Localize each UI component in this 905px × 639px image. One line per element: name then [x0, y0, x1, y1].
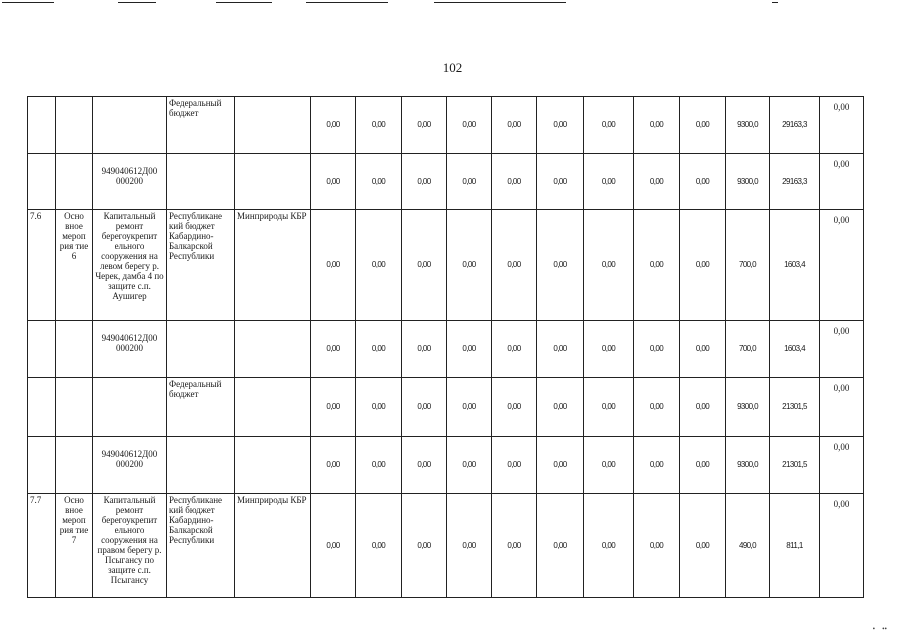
value-cell: 0,00: [492, 494, 537, 598]
value-cell: 0,00: [447, 154, 492, 210]
value-cell: 0,00: [634, 437, 680, 494]
value-cell-last: 0,00: [820, 321, 864, 378]
value-cell: 0,00: [634, 210, 680, 321]
value-cell: 0,00: [680, 154, 726, 210]
row-index: [28, 97, 56, 154]
value-cell: 0,00: [634, 378, 680, 437]
table-body: [28, 97, 864, 598]
activity-type: Осно вное мероп рия тие 6: [56, 210, 93, 321]
row-index: [28, 321, 56, 378]
scan-artifact: • ••: [872, 625, 887, 633]
value-cell: 0,00: [311, 437, 356, 494]
table-row: [28, 494, 864, 598]
row-index: [28, 378, 56, 437]
value-cell: 0,00: [402, 494, 447, 598]
value-cell: 1603,4: [770, 321, 820, 378]
activity-name: [93, 97, 167, 154]
value-cell: 490,0: [726, 494, 770, 598]
activity-type: [56, 378, 93, 437]
value-cell: 0,00: [447, 494, 492, 598]
value-cell-last: 0,00: [820, 494, 864, 598]
activity-type: [56, 97, 93, 154]
value-cell: 9300,0: [726, 437, 770, 494]
value-cell: 0,00: [537, 97, 584, 154]
value-cell: 811,1: [770, 494, 820, 598]
value-cell: 0,00: [584, 154, 634, 210]
value-cell: 0,00: [311, 154, 356, 210]
value-cell: 0,00: [447, 97, 492, 154]
value-cell: 0,00: [447, 437, 492, 494]
value-cell: 0,00: [492, 154, 537, 210]
funding-source: Федеральный бюджет: [167, 378, 235, 437]
value-cell: 700,0: [726, 321, 770, 378]
executor: [235, 378, 311, 437]
value-cell: 0,00: [584, 378, 634, 437]
value-cell: 0,00: [402, 321, 447, 378]
value-cell: 9300,0: [726, 97, 770, 154]
value-cell: 0,00: [402, 437, 447, 494]
value-cell-last: 0,00: [820, 437, 864, 494]
activity-name: 949040612Д00 000200: [93, 154, 167, 210]
value-cell: 0,00: [402, 97, 447, 154]
value-cell: 0,00: [356, 437, 402, 494]
value-cell: 0,00: [537, 210, 584, 321]
table-row: [28, 378, 864, 437]
funding-source: [167, 437, 235, 494]
value-cell: 0,00: [680, 97, 726, 154]
value-cell: 0,00: [537, 321, 584, 378]
header-rule-lines: [0, 0, 905, 10]
value-cell: 0,00: [356, 97, 402, 154]
value-cell: 0,00: [356, 210, 402, 321]
activity-type: [56, 154, 93, 210]
value-cell: 0,00: [356, 494, 402, 598]
activity-name: [93, 378, 167, 437]
value-cell: 0,00: [356, 378, 402, 437]
value-cell: 0,00: [402, 210, 447, 321]
value-cell: 0,00: [402, 378, 447, 437]
funding-source: [167, 321, 235, 378]
value-cell-last: 0,00: [820, 378, 864, 437]
activity-type: Осно вное мероп рия тие 7: [56, 494, 93, 598]
value-cell: 0,00: [492, 97, 537, 154]
executor: [235, 97, 311, 154]
value-cell-last: 0,00: [820, 97, 864, 154]
executor: Минприроды КБР: [235, 494, 311, 598]
value-cell: 0,00: [356, 154, 402, 210]
value-cell: 0,00: [311, 321, 356, 378]
value-cell: 0,00: [537, 494, 584, 598]
value-cell: 9300,0: [726, 154, 770, 210]
row-index: [28, 154, 56, 210]
value-cell-last: 0,00: [820, 210, 864, 321]
executor: [235, 437, 311, 494]
executor: [235, 321, 311, 378]
value-cell: 0,00: [680, 437, 726, 494]
funding-source: [167, 154, 235, 210]
value-cell: 0,00: [584, 494, 634, 598]
activity-name: Капитальный ремонт берегоукрепит ельного сооружения на правом берегу р. Псыгансу по защите с.п. Псыгансу: [93, 494, 167, 598]
value-cell: 0,00: [584, 437, 634, 494]
value-cell: 0,00: [584, 210, 634, 321]
value-cell: 21301,5: [770, 437, 820, 494]
value-cell: 0,00: [537, 437, 584, 494]
row-index: 7.6: [28, 210, 56, 321]
value-cell: 0,00: [634, 154, 680, 210]
value-cell: 1603,4: [770, 210, 820, 321]
value-cell-last: 0,00: [820, 154, 864, 210]
value-cell: 0,00: [634, 97, 680, 154]
value-cell: 9300,0: [726, 378, 770, 437]
value-cell: 0,00: [492, 210, 537, 321]
activity-type: [56, 321, 93, 378]
value-cell: 0,00: [634, 321, 680, 378]
budget-table: [27, 96, 864, 598]
value-cell: 0,00: [356, 321, 402, 378]
funding-source: Федеральный бюджет: [167, 97, 235, 154]
value-cell: 0,00: [311, 97, 356, 154]
value-cell: 0,00: [537, 154, 584, 210]
value-cell: 0,00: [492, 378, 537, 437]
activity-name: 949040612Д00 000200: [93, 321, 167, 378]
activity-name: Капитальный ремонт берегоукрепит ельного сооружения на левом берегу р. Черек, дамба 4 по защите с.п. Аушигер: [93, 210, 167, 321]
table-row: [28, 437, 864, 494]
value-cell: 0,00: [447, 210, 492, 321]
value-cell: 0,00: [584, 321, 634, 378]
table-row: [28, 321, 864, 378]
value-cell: 0,00: [634, 494, 680, 598]
value-cell: 21301,5: [770, 378, 820, 437]
row-index: [28, 437, 56, 494]
value-cell: 0,00: [680, 494, 726, 598]
value-cell: 0,00: [311, 494, 356, 598]
value-cell: 29163,3: [770, 154, 820, 210]
funding-source: Республикане кий бюджет Кабардино-Балкарской Республики: [167, 494, 235, 598]
executor: [235, 154, 311, 210]
value-cell: 0,00: [584, 97, 634, 154]
value-cell: 0,00: [311, 210, 356, 321]
activity-type: [56, 437, 93, 494]
executor: Минприроды КБР: [235, 210, 311, 321]
value-cell: 700,0: [726, 210, 770, 321]
value-cell: 0,00: [537, 378, 584, 437]
funding-source: Республикане кий бюджет Кабардино-Балкарской Республики: [167, 210, 235, 321]
row-index: 7.7: [28, 494, 56, 598]
value-cell: 0,00: [447, 321, 492, 378]
table-row: [28, 210, 864, 321]
value-cell: 0,00: [311, 378, 356, 437]
value-cell: 0,00: [492, 437, 537, 494]
value-cell: 0,00: [447, 378, 492, 437]
value-cell: 0,00: [402, 154, 447, 210]
value-cell: 29163,3: [770, 97, 820, 154]
table-row: [28, 97, 864, 154]
value-cell: 0,00: [680, 210, 726, 321]
table-row: [28, 154, 864, 210]
page-number: 102: [442, 60, 463, 75]
activity-name: 949040612Д00 000200: [93, 437, 167, 494]
value-cell: 0,00: [680, 321, 726, 378]
value-cell: 0,00: [492, 321, 537, 378]
value-cell: 0,00: [680, 378, 726, 437]
